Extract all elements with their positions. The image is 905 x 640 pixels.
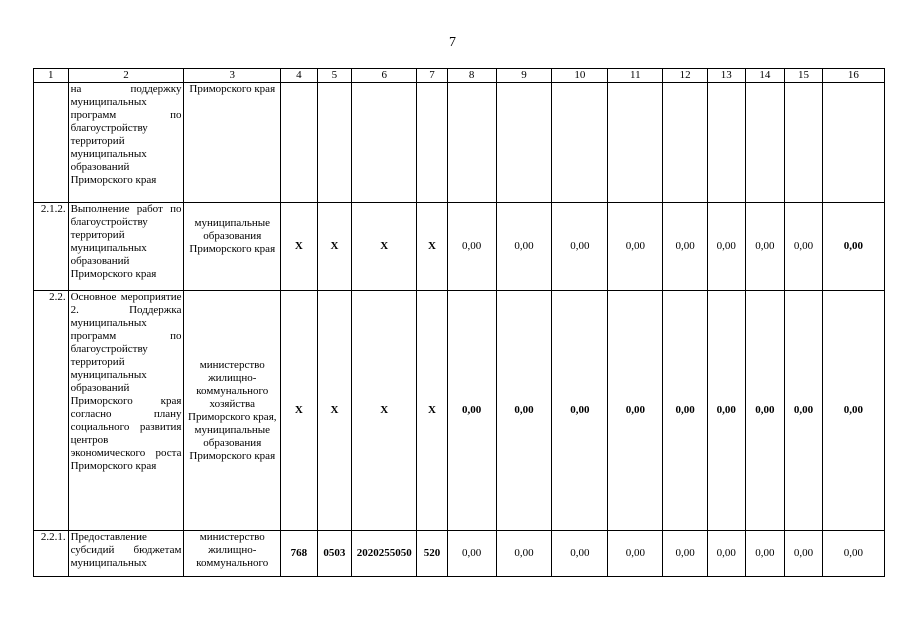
column-header: 4 bbox=[281, 69, 318, 83]
value-cell: 520 bbox=[417, 531, 448, 577]
value-cell: X bbox=[281, 291, 318, 531]
value-cell: X bbox=[352, 203, 417, 291]
row-number: 2.2.1. bbox=[34, 531, 69, 577]
table-row bbox=[34, 531, 885, 577]
column-header: 6 bbox=[352, 69, 417, 83]
value-cell: 0,00 bbox=[708, 531, 746, 577]
value-cell: 0,00 bbox=[552, 203, 608, 291]
column-header: 3 bbox=[184, 69, 281, 83]
value-cell bbox=[785, 83, 823, 203]
value-cell: 0503 bbox=[317, 531, 352, 577]
value-cell bbox=[317, 83, 352, 203]
value-cell: 0,00 bbox=[496, 291, 552, 531]
value-cell: 2020255050 bbox=[352, 531, 417, 577]
value-cell bbox=[281, 83, 318, 203]
value-cell: 0,00 bbox=[447, 531, 496, 577]
value-cell: 0,00 bbox=[785, 531, 823, 577]
column-header: 1 bbox=[34, 69, 69, 83]
value-cell bbox=[496, 83, 552, 203]
value-cell bbox=[663, 83, 708, 203]
value-cell bbox=[608, 83, 663, 203]
value-cell: 0,00 bbox=[552, 531, 608, 577]
value-cell: 0,00 bbox=[552, 291, 608, 531]
row-number: 2.1.2. bbox=[34, 203, 69, 291]
value-cell bbox=[552, 83, 608, 203]
executor: министерство жилищно-коммунального хозяйства Приморского края, муниципальные образования Приморского края bbox=[184, 291, 281, 531]
column-header: 16 bbox=[822, 69, 884, 83]
value-cell: 0,00 bbox=[608, 291, 663, 531]
value-cell: 768 bbox=[281, 531, 318, 577]
value-cell: 0,00 bbox=[822, 531, 884, 577]
measure-name: Предоставление субсидий бюджетам муниципальных bbox=[68, 531, 184, 577]
value-cell: 0,00 bbox=[608, 203, 663, 291]
row-number bbox=[34, 83, 69, 203]
value-cell: 0,00 bbox=[708, 203, 746, 291]
measure-name: Выполнение работ по благоустройству территорий муниципальных образований Приморского края bbox=[68, 203, 184, 291]
value-cell: 0,00 bbox=[745, 203, 785, 291]
column-header: 2 bbox=[68, 69, 184, 83]
column-header: 12 bbox=[663, 69, 708, 83]
value-cell: 0,00 bbox=[745, 291, 785, 531]
value-cell: 0,00 bbox=[663, 531, 708, 577]
table-row bbox=[34, 203, 885, 291]
table-row bbox=[34, 291, 885, 531]
value-cell: 0,00 bbox=[447, 291, 496, 531]
column-header: 8 bbox=[447, 69, 496, 83]
column-header: 15 bbox=[785, 69, 823, 83]
measure-name: Основное мероприятие 2. Поддержка муниципальных программ по благоустройству территорий муниципальных образований Приморского края согласно плану социального развития центров экономического роста Приморского края bbox=[68, 291, 184, 531]
value-cell bbox=[708, 83, 746, 203]
value-cell: 0,00 bbox=[785, 291, 823, 531]
value-cell: X bbox=[352, 291, 417, 531]
executor: Приморского края bbox=[184, 83, 281, 203]
row-number: 2.2. bbox=[34, 291, 69, 531]
value-cell: 0,00 bbox=[822, 291, 884, 531]
column-header: 5 bbox=[317, 69, 352, 83]
column-header: 13 bbox=[708, 69, 746, 83]
value-cell: 0,00 bbox=[822, 203, 884, 291]
value-cell: 0,00 bbox=[785, 203, 823, 291]
value-cell: X bbox=[417, 203, 448, 291]
measure-name: на поддержку муниципальных программ по благоустройству территорий муниципальных образований Приморского края bbox=[68, 83, 184, 203]
value-cell bbox=[352, 83, 417, 203]
column-header: 9 bbox=[496, 69, 552, 83]
value-cell: X bbox=[281, 203, 318, 291]
value-cell: 0,00 bbox=[496, 531, 552, 577]
table-row bbox=[34, 83, 885, 203]
value-cell bbox=[822, 83, 884, 203]
value-cell: 0,00 bbox=[663, 291, 708, 531]
value-cell: X bbox=[317, 203, 352, 291]
value-cell: 0,00 bbox=[608, 531, 663, 577]
value-cell: 0,00 bbox=[745, 531, 785, 577]
value-cell: 0,00 bbox=[447, 203, 496, 291]
column-header: 11 bbox=[608, 69, 663, 83]
value-cell: 0,00 bbox=[663, 203, 708, 291]
value-cell: 0,00 bbox=[496, 203, 552, 291]
value-cell bbox=[447, 83, 496, 203]
column-number-row bbox=[34, 69, 885, 83]
budget-table bbox=[33, 68, 885, 577]
column-header: 10 bbox=[552, 69, 608, 83]
value-cell: 0,00 bbox=[708, 291, 746, 531]
column-header: 7 bbox=[417, 69, 448, 83]
column-header: 14 bbox=[745, 69, 785, 83]
value-cell bbox=[417, 83, 448, 203]
value-cell: X bbox=[417, 291, 448, 531]
executor: муниципальные образования Приморского края bbox=[184, 203, 281, 291]
page-number: 7 bbox=[449, 35, 456, 50]
value-cell bbox=[745, 83, 785, 203]
executor: министерство жилищно-коммунального bbox=[184, 531, 281, 577]
value-cell: X bbox=[317, 291, 352, 531]
